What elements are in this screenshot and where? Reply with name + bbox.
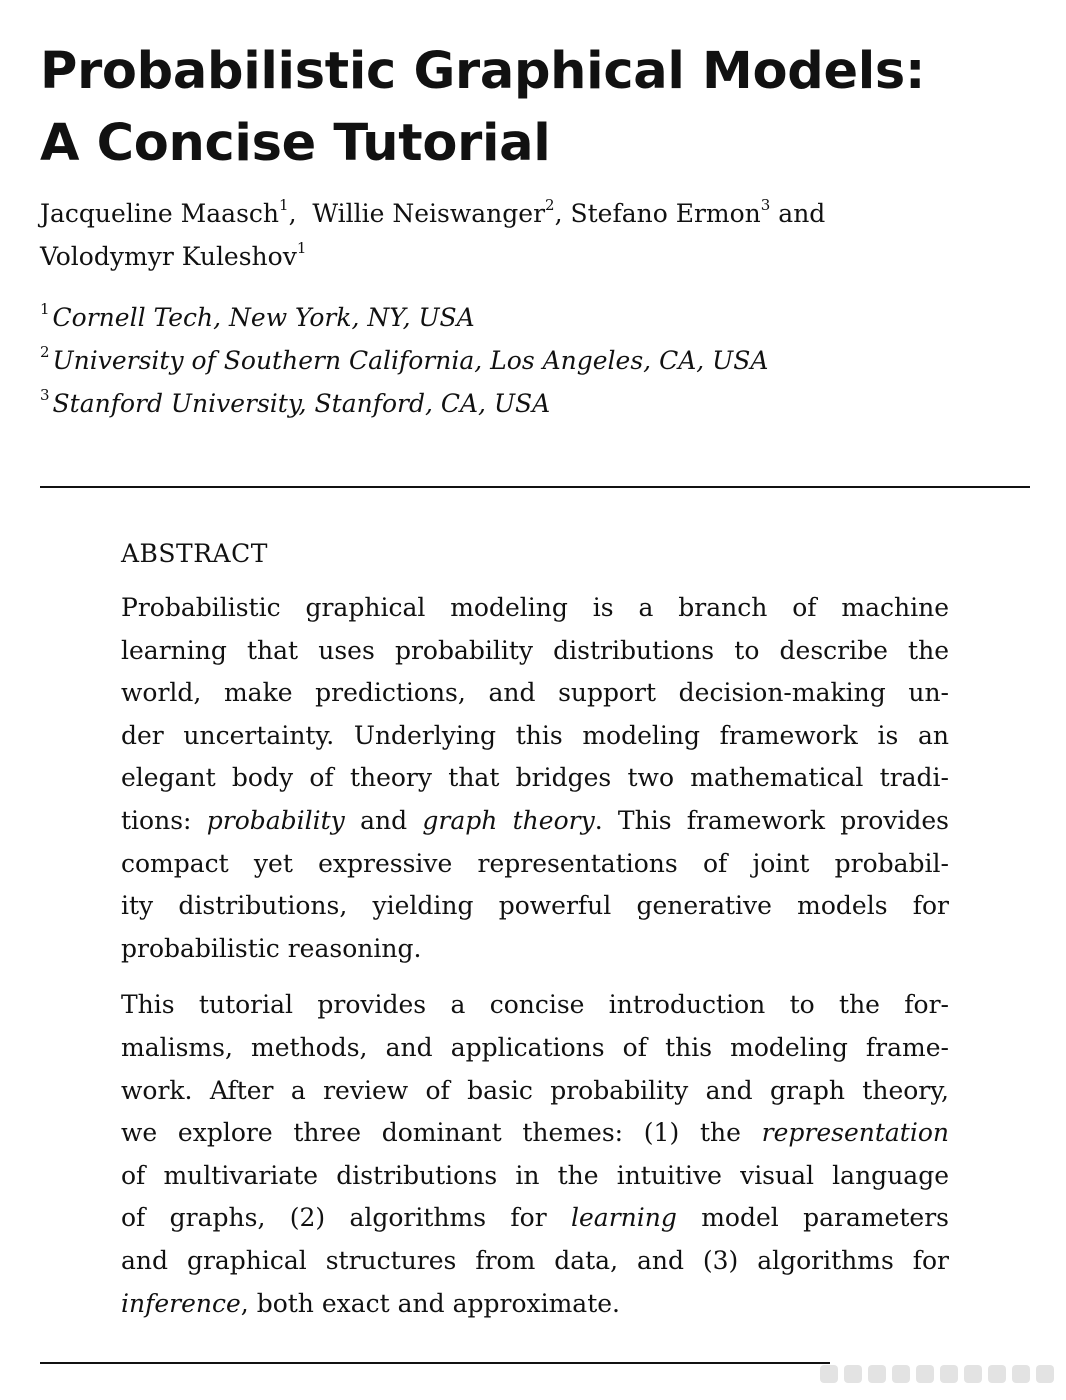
- abstract-heading: ABSTRACT: [121, 539, 268, 568]
- watermark-block: [1036, 1365, 1054, 1383]
- line-segment: , both exact and approximate.: [240, 1288, 620, 1318]
- watermark-block: [940, 1365, 958, 1383]
- watermark-block: [892, 1365, 910, 1383]
- abstract-line: work. After a review of basic probability and graph theory,: [121, 1075, 949, 1105]
- author-affil-sup: 1: [296, 239, 307, 257]
- author-list: Jacqueline Maasch$^1$, Willie Neiswanger$^2$, Stefano Ermon$^3$ and Volodymyr Kuleshov$^1$: [40, 196, 826, 271]
- affiliation-text: Cornell Tech, New York, NY, USA: [52, 303, 475, 332]
- abstract-line: This tutorial provides a concise introduction to the for-: [121, 990, 949, 1020]
- affiliation-item: [40, 339, 768, 382]
- abstract-line: Probabilistic graphical modeling is a branch of machine: [121, 593, 949, 622]
- watermark-block: [820, 1365, 838, 1383]
- watermark-strip: [820, 1352, 1060, 1396]
- author-name: Volodymyr Kuleshov: [40, 242, 297, 271]
- emphasized-term: inference: [121, 1288, 241, 1318]
- author-conjunction: and: [778, 199, 826, 228]
- emphasized-term: representation: [761, 1118, 949, 1148]
- line-segment: and: [344, 805, 423, 835]
- abstract-line: elegant body of theory that bridges two mathematical tradi-: [121, 763, 949, 793]
- affiliation-number: 1: [40, 300, 50, 318]
- watermark-block: [916, 1365, 934, 1383]
- abstract-line: of multivariate distributions in the intuitive visual language: [121, 1160, 949, 1190]
- author-name: Stefano Ermon: [570, 199, 761, 228]
- abstract-line: and graphical structures from data, and (3) algorithms for: [121, 1245, 949, 1275]
- abstract-line: der uncertainty. Underlying this modeling framework is an: [121, 720, 949, 750]
- author-affil-sup: 2: [545, 196, 555, 214]
- line-segment: we explore three dominant themes: (1) the: [121, 1118, 762, 1148]
- author-affil-sup: 1: [279, 196, 289, 214]
- abstract-line: [121, 1112, 949, 1155]
- affiliation-item: [40, 296, 768, 339]
- title-line-1: Probabilistic Graphical Models:: [40, 42, 926, 101]
- author-name: Willie Neiswanger: [312, 199, 546, 228]
- author-affil-sup: 3: [760, 196, 771, 214]
- abstract-paragraph-1: [121, 587, 949, 970]
- abstract-line: [121, 1283, 949, 1326]
- line-segment: model parameters: [676, 1203, 949, 1233]
- abstract-line: compact yet expressive representations of joint probabil-: [121, 848, 949, 878]
- top-divider: [40, 486, 1030, 488]
- abstract-paragraph-2: [121, 984, 949, 1325]
- abstract-line: probabilistic reasoning.: [121, 933, 422, 963]
- watermark-block: [844, 1365, 862, 1383]
- title-line-2: A Concise Tutorial: [40, 114, 551, 173]
- paper-title: [40, 36, 925, 180]
- line-segment: . This framework provides: [594, 805, 949, 835]
- affiliation-text: University of Southern California, Los Angeles, CA, USA: [52, 346, 769, 375]
- abstract-line: [121, 800, 949, 843]
- abstract-line: [121, 1197, 949, 1240]
- line-segment: tions:: [121, 805, 207, 835]
- affiliation-number: 2: [40, 343, 50, 361]
- emphasized-term: learning: [571, 1203, 677, 1233]
- line-segment: of graphs, (2) algorithms for: [121, 1203, 572, 1233]
- affiliation-number: 3: [40, 386, 50, 404]
- watermark-block: [868, 1365, 886, 1383]
- abstract-section: [121, 532, 949, 1339]
- abstract-line: ity distributions, yielding powerful generative models for: [121, 891, 949, 921]
- affiliation-item: [40, 382, 768, 425]
- abstract-line: learning that uses probability distributions to describe the: [121, 635, 949, 665]
- affiliation-text: Stanford University, Stanford, CA, USA: [52, 389, 551, 418]
- watermark-block: [964, 1365, 982, 1383]
- bottom-divider: [40, 1362, 830, 1364]
- abstract-line: malisms, methods, and applications of this modeling frame-: [121, 1032, 949, 1062]
- affiliation-list: [40, 296, 768, 425]
- watermark-block: [1012, 1365, 1030, 1383]
- author-name: Jacqueline Maasch: [40, 199, 280, 228]
- abstract-line: world, make predictions, and support decision-making un-: [121, 678, 949, 708]
- emphasized-term: graph theory: [422, 805, 595, 835]
- watermark-block: [988, 1365, 1006, 1383]
- emphasized-term: probability: [206, 805, 345, 835]
